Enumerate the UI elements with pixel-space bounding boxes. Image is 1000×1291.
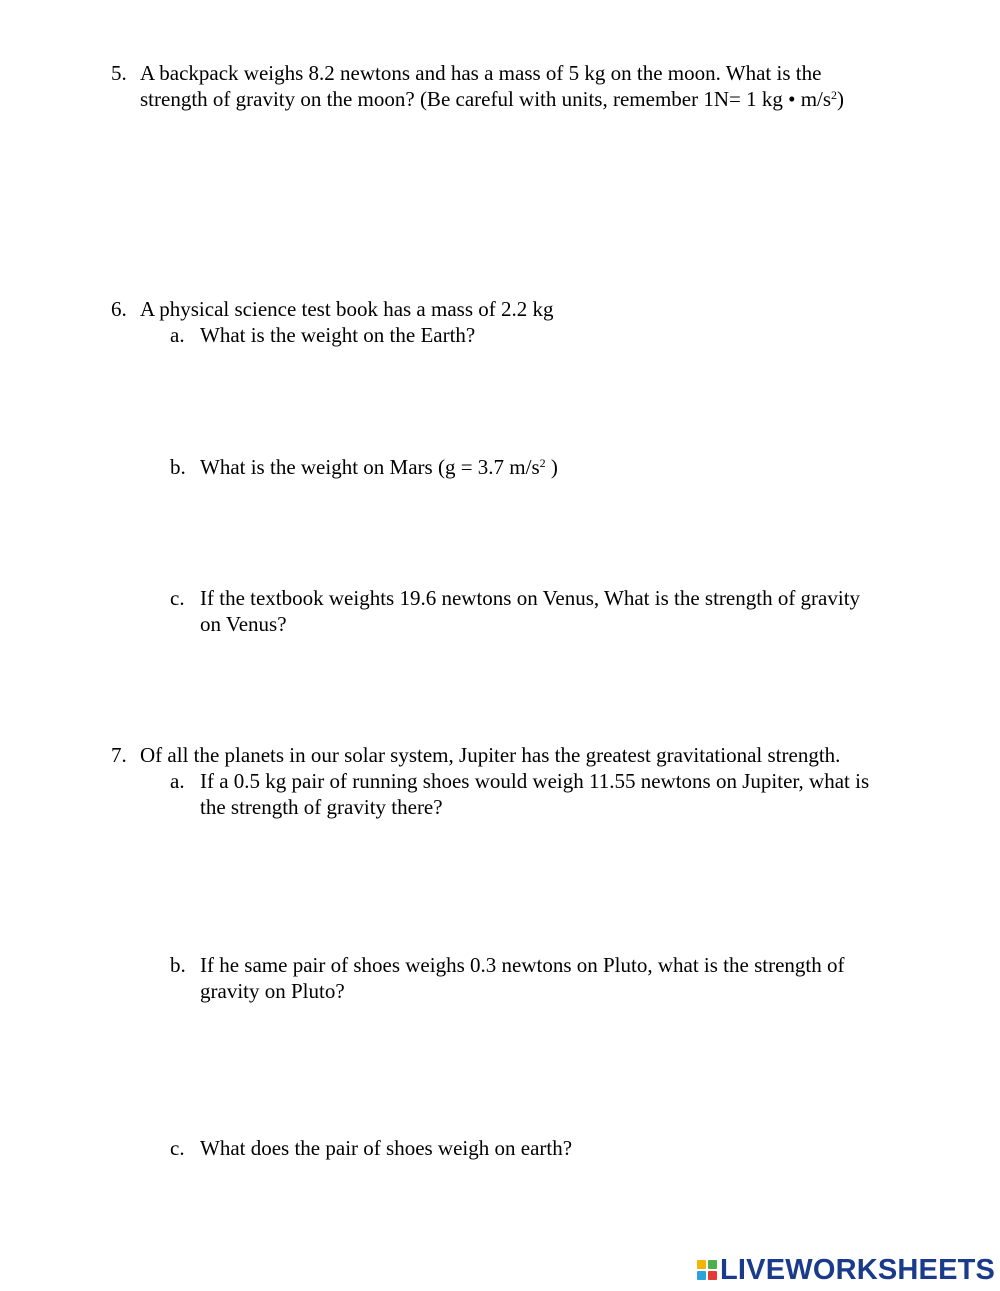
sub-line-1: What does the pair of shoes weigh on earth? — [200, 1136, 573, 1160]
sub-letter: a. — [170, 323, 185, 347]
sub-letter: b. — [170, 953, 186, 977]
question-text — [111, 296, 971, 322]
sub-letter: a. — [170, 769, 185, 793]
question-7b — [170, 952, 940, 1004]
closing-paren: ) — [545, 455, 558, 479]
question-line-1: Of all the planets in our solar system, Jupiter has the greatest gravitational strength. — [140, 743, 841, 767]
sub-letter: c. — [170, 586, 185, 610]
logo-text: LIVEWORKSHEETS — [720, 1253, 996, 1286]
logo-tile — [708, 1260, 717, 1269]
sub-letter: c. — [170, 1136, 185, 1160]
sub-line-2: the strength of gravity there? — [200, 795, 443, 819]
liveworksheets-logo — [697, 1253, 995, 1287]
sub-line-1: If the textbook weights 19.6 newtons on Venus, What is the strength of gravity — [200, 586, 861, 610]
question-line-2-text: strength of gravity on the moon? (Be careful with units, remember 1N= 1 kg • m/s — [140, 87, 832, 111]
sub-text — [170, 322, 940, 348]
sub-line-2: gravity on Pluto? — [200, 979, 345, 1003]
question-line-1: A physical science test book has a mass of 2.2 kg — [140, 297, 554, 321]
question-number: 5. — [111, 61, 127, 85]
sub-text — [170, 585, 940, 637]
question-line-2 — [140, 86, 971, 112]
logo-tile — [697, 1260, 706, 1269]
question-6c — [170, 585, 940, 637]
logo-tile — [697, 1271, 706, 1280]
sub-text — [170, 454, 940, 480]
sub-letter: b. — [170, 455, 186, 479]
closing-paren: ) — [837, 87, 845, 111]
superscript: 2 — [831, 88, 838, 102]
question-6 — [111, 296, 971, 322]
question-7a — [170, 768, 940, 820]
question-line-1: A backpack weighs 8.2 newtons and has a mass of 5 kg on the moon. What is the — [140, 61, 822, 85]
question-text — [111, 60, 971, 112]
question-5 — [111, 60, 971, 112]
sub-text — [170, 952, 940, 1004]
sub-line-1-text: What is the weight on Mars (g = 3.7 m/s — [200, 455, 540, 479]
question-number: 7. — [111, 743, 127, 767]
sub-line-1: If a 0.5 kg pair of running shoes would weigh 11.55 newtons on Jupiter, what is — [200, 769, 870, 793]
superscript: 2 — [539, 456, 546, 470]
question-text — [111, 742, 971, 768]
question-number: 6. — [111, 297, 127, 321]
sub-line-2: on Venus? — [200, 612, 287, 636]
sub-line-1: If he same pair of shoes weighs 0.3 newtons on Pluto, what is the strength of — [200, 953, 845, 977]
sub-line-1 — [200, 454, 940, 480]
question-6b — [170, 454, 940, 480]
question-6a — [170, 322, 940, 348]
sub-line-1: What is the weight on the Earth? — [200, 323, 476, 347]
question-7 — [111, 742, 971, 768]
logo-tile — [708, 1271, 717, 1280]
logo-mark-icon — [697, 1260, 717, 1280]
sub-text — [170, 1135, 940, 1161]
sub-text — [170, 768, 940, 820]
question-7c — [170, 1135, 940, 1161]
